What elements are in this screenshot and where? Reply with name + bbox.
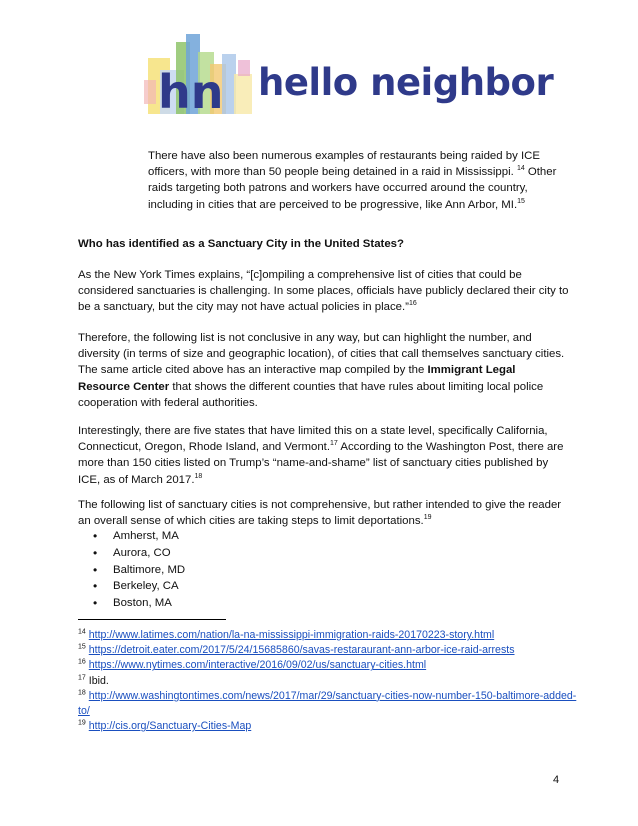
quote-text: There have also been numerous examples of restaurants being raided by ICE officers, with more than 50 people being detained in a raid in Mississippi. — [148, 150, 540, 179]
footnote-link[interactable]: https://detroit.eater.com/2017/5/24/15685860/savas-restaraurant-ann-arbor-ice-raid-arrests — [88, 644, 515, 657]
footnote-number: 15 — [78, 643, 86, 651]
footnote-link[interactable]: https://www.nytimes.com/interactive/2016/09/02/us/sanctuary-cities.html — [88, 659, 427, 672]
list-item: • Amherst, MA — [93, 528, 185, 545]
sanctuary-city-list — [93, 528, 185, 612]
footnote-ref[interactable]: 16 — [408, 300, 417, 308]
paragraph-text: Therefore, the following list is not conclusive in any way, but can highlight the number, and diversity (in terms of size and geographic location), of cities that call themselves sanctuary cities. The same article cited above has an interactive map compiled by the — [78, 332, 565, 377]
footnote-number: 14 — [78, 628, 86, 636]
quote-block — [148, 148, 558, 213]
footnote-number: 16 — [78, 658, 86, 666]
section-heading: Who has identified as a Sanctuary City in the United States? — [78, 238, 404, 250]
footnote-16 — [78, 658, 578, 673]
logo-mark-hn: hn — [158, 65, 224, 119]
footnote-ref[interactable]: 18 — [194, 472, 203, 480]
footnote-18 — [78, 689, 578, 719]
footnote-ref[interactable]: 15 — [517, 197, 525, 205]
organization-name: Immigrant Legal Resource Center — [78, 364, 516, 393]
footnote-ref[interactable]: 17 — [330, 440, 338, 448]
footnote-ref[interactable]: 19 — [423, 514, 432, 522]
list-item: • Berkeley, CA — [93, 578, 185, 595]
list-item: • Baltimore, MD — [93, 562, 185, 579]
quote-text-2: Other raids targeting both patrons and workers have occurred around the country, including in cities that are perceived to be progressive, like Ann Arbor, MI. — [148, 166, 557, 211]
footnote-text: Ibid. — [88, 674, 109, 687]
footnote-17 — [78, 674, 578, 689]
footnote-19 — [78, 719, 578, 734]
paragraph-text: The following list of sanctuary cities is not comprehensive, but rather intended to give the reader an overall sense of which cities are taking steps to limit deportations. — [78, 499, 562, 528]
paragraph-text: According to the Washington Post, there are more than 150 cities listed on Trump’s “name-and-shame” list of sanctuary cities published by ICE, as of March 2017. — [78, 441, 564, 486]
paragraph-text: Interestingly, there are five states that have limited this on a state level, specifically California, Connecticut, Oregon, Rhode Island, and Vermont. — [78, 425, 548, 454]
footnote-divider — [78, 619, 226, 620]
footnote-ref[interactable]: 14 — [516, 165, 525, 173]
list-item: • Boston, MA — [93, 595, 185, 612]
paragraph-1 — [78, 267, 570, 316]
footnote-link[interactable]: http://cis.org/Sanctuary-Cities-Map — [88, 720, 252, 733]
footnote-number: 17 — [78, 674, 86, 682]
footnote-number: 18 — [78, 689, 86, 697]
footnote-link[interactable]: http://www.washingtontimes.com/news/2017/mar/29/sanctuary-cities-now-number-150-baltimore-added-to/ — [78, 689, 577, 718]
paragraph-4 — [78, 497, 570, 529]
paragraph-3 — [78, 423, 570, 488]
footnotes — [78, 628, 578, 734]
footnote-15 — [78, 643, 578, 658]
page-number: 4 — [553, 774, 560, 786]
footnote-number: 19 — [78, 719, 86, 727]
paragraph-text: As the New York Times explains, “[c]ompiling a comprehensive list of cities that could be considered sanctuaries is challenging. In some places, officials have publicly declared their city to be a sanctuary, but the city may not have actual policies in place.” — [78, 269, 569, 314]
logo-wordmark: hello neighbor — [258, 61, 554, 104]
list-item: • Aurora, CO — [93, 545, 185, 562]
footnote-14 — [78, 628, 578, 643]
footnote-link[interactable]: http://www.latimes.com/nation/la-na-mississippi-immigration-raids-20170223-story.html — [88, 629, 495, 641]
paragraph-text: that shows the different counties that have rules about limiting local police cooperation with federal authorities. — [78, 380, 544, 409]
paragraph-2 — [78, 330, 570, 411]
